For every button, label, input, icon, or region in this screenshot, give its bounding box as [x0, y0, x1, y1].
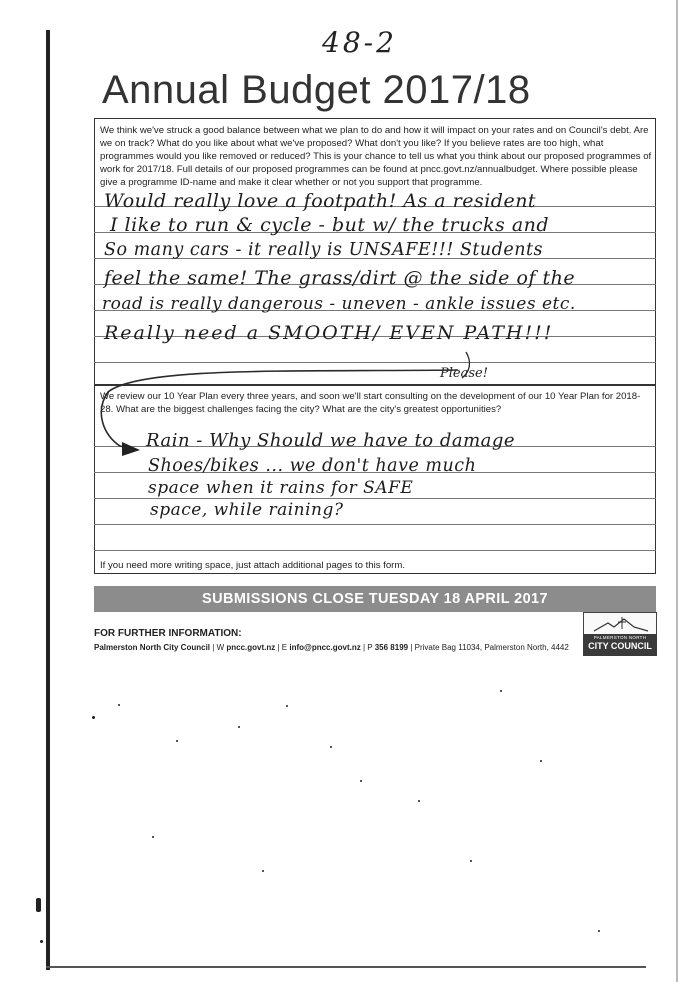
- handwritten-line: Would really love a footpath! As a resident: [104, 190, 537, 212]
- scan-speck: [118, 704, 120, 706]
- scan-edge-left: [46, 30, 50, 970]
- page-title: Annual Budget 2017/18: [102, 68, 531, 112]
- handwritten-line: Rain - Why Should we have to damage: [146, 430, 516, 451]
- council-logo: [583, 612, 657, 656]
- scan-speck: [470, 860, 472, 862]
- handwritten-line: feel the same! The grass/dirt @ the side of the: [104, 267, 576, 289]
- handwritten-ref-number: 48-2: [322, 26, 397, 59]
- handwritten-line: space when it rains for SAFE: [148, 478, 414, 498]
- handwritten-line: road is really dangerous - uneven - ankle issues etc.: [102, 294, 576, 314]
- handwritten-line: So many cars - it really is UNSAFE!!! Students: [104, 240, 543, 260]
- ruled-line: [94, 362, 656, 363]
- email-link[interactable]: info@pncc.govt.nz: [289, 643, 361, 652]
- scan-speck: [40, 940, 43, 943]
- submissions-close-banner: SUBMISSIONS CLOSE TUESDAY 18 APRIL 2017: [94, 586, 656, 612]
- scan-speck: [286, 705, 288, 707]
- ruled-line: [94, 550, 656, 551]
- scan-speck: [262, 870, 264, 872]
- logo-line-1: PALMERSTON NORTH: [593, 635, 647, 640]
- handwritten-line: space, while raining?: [150, 500, 344, 520]
- section-divider: [94, 384, 656, 386]
- question-ten-year-plan: We review our 10 Year Plan every three years, and soon we'll start consulting on the development of our 10 Year Plan for 2018-28. What are the biggest challenges facing the city? What are the city's greatest opportunities?: [100, 391, 641, 415]
- website-link[interactable]: pncc.govt.nz: [226, 643, 276, 652]
- ruled-line: [94, 524, 656, 525]
- scan-speck: [540, 760, 542, 762]
- postal-address: Private Bag 11034, Palmerston North, 4442: [414, 643, 569, 652]
- scan-speck: [360, 780, 362, 782]
- scan-speck: [92, 716, 95, 719]
- scan-speck: [500, 690, 502, 692]
- scan-speck: [330, 746, 332, 748]
- scan-speck: [36, 898, 41, 912]
- scan-speck: [598, 930, 600, 932]
- writing-space-note: If you need more writing space, just attach additional pages to this form.: [100, 560, 406, 571]
- scan-edge-right: [676, 0, 678, 982]
- scan-speck: [238, 726, 240, 728]
- handwritten-line: Shoes/bikes ... we don't have much: [148, 456, 477, 476]
- ruled-line: [94, 498, 656, 499]
- phone-number: 356 8199: [374, 643, 409, 652]
- handwritten-line: I like to run & cycle - but w/ the trucks and: [110, 214, 550, 236]
- logo-line-2: CITY COUNCIL: [588, 641, 652, 651]
- contact-details: Palmerston North City Council | W pncc.govt.nz | E info@pncc.govt.nz | P 356 8199 | Private Bag 11034, Palmerston North, 4442: [94, 643, 569, 652]
- scan-speck: [152, 836, 154, 838]
- scan-speck: [176, 740, 178, 742]
- scan-speck: [418, 800, 420, 802]
- scan-edge-bottom: [46, 966, 646, 968]
- instructions-text: We think we've struck a good balance between what we plan to do and how it will impact on your rates and on Council's debt. Are we on track? What do you like about what we've proposed? What don't you like? If you believe rates are too high, what programmes would you like removed or reduced? This is your chance to tell us what you think about our proposed programmes of work for 2017/18. Full details of our proposed programmes can be found at pncc.govt.nz/annualbudget. Where possible please give a programme ID-name and make it clear whether or not you support that programme.: [100, 125, 652, 188]
- handwritten-line: Really need a SMOOTH/ EVEN PATH!!!: [104, 322, 554, 344]
- further-info-heading: FOR FURTHER INFORMATION:: [94, 628, 242, 639]
- org-name: Palmerston North City Council: [94, 643, 211, 652]
- handwritten-annotation: Please!: [440, 366, 488, 381]
